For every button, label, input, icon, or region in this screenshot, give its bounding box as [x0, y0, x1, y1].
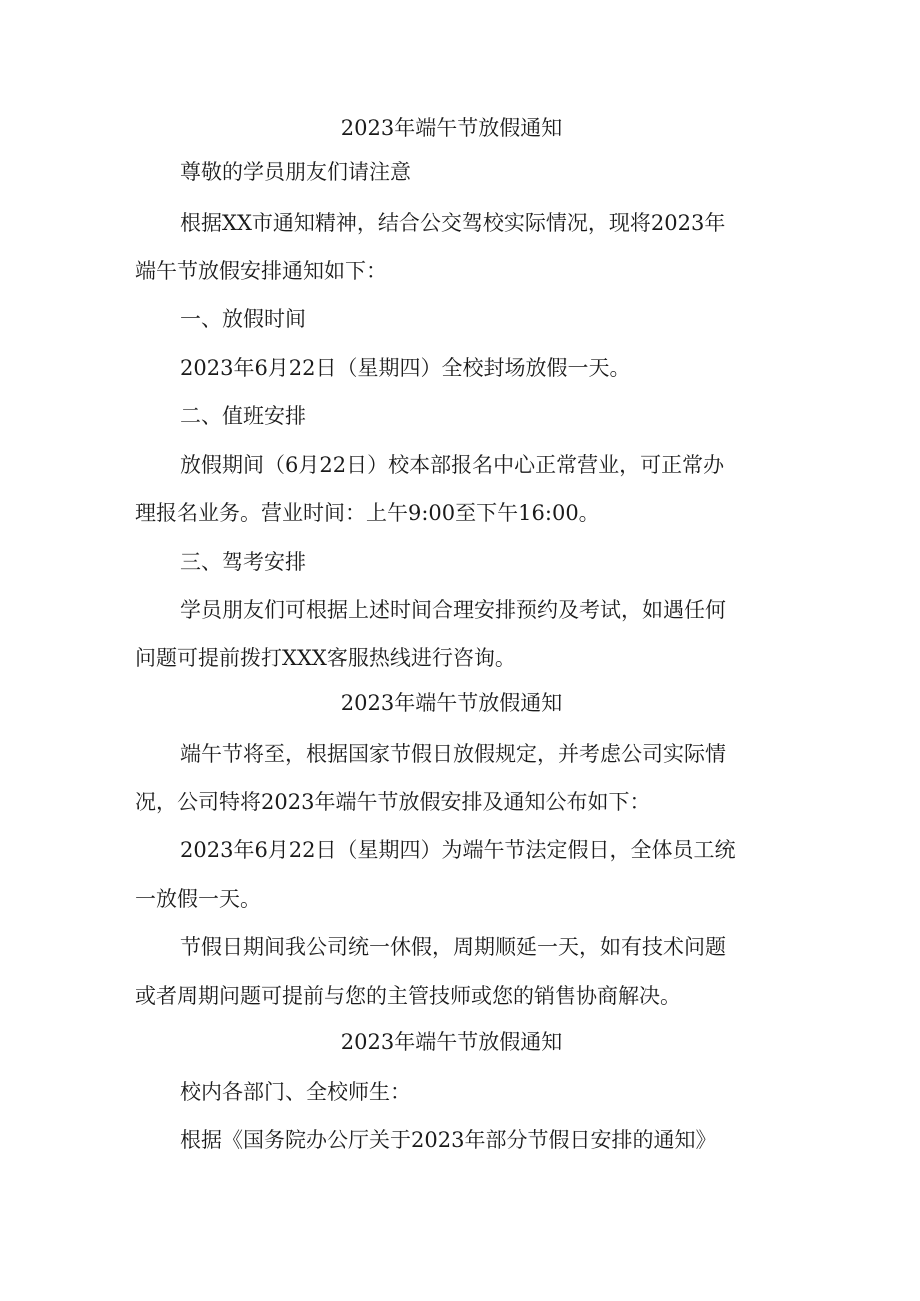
- notice-1-intro-line-2: 端午节放假安排通知如下：: [135, 259, 387, 283]
- notice-1-heading-1: 一、放假时间: [180, 307, 306, 331]
- notice-2-paragraph-3-line-1: 节假日期间我公司统一休假，周期顺延一天，如有技术问题: [180, 935, 726, 959]
- notice-3-title: 2023年端午节放假通知: [340, 1030, 563, 1054]
- notice-1-title: 2023年端午节放假通知: [340, 116, 563, 140]
- notice-2-paragraph-1-line-2: 况，公司特将2023年端午节放假安排及通知公布如下：: [135, 790, 651, 814]
- notice-1-heading-3: 三、驾考安排: [180, 550, 306, 574]
- notice-1-heading-2: 二、值班安排: [180, 404, 306, 428]
- notice-1-paragraph-2-line-1: 放假期间（6月22日）校本部报名中心正常营业，可正常办: [180, 453, 725, 477]
- notice-2-paragraph-1-line-1: 端午节将至，根据国家节假日放假规定，并考虑公司实际情: [180, 742, 726, 766]
- notice-2-paragraph-2-line-2: 一放假一天。: [135, 887, 261, 911]
- notice-1-paragraph-2-line-2: 理报名业务。营业时间：上午9:00至下午16:00。: [135, 501, 600, 525]
- notice-1-salutation: 尊敬的学员朋友们请注意: [180, 160, 411, 184]
- notice-2-paragraph-2-line-1: 2023年6月22日（星期四）为端午节法定假日，全体员工统: [180, 838, 736, 862]
- notice-1-paragraph-3-line-1: 学员朋友们可根据上述时间合理安排预约及考试，如遇任何: [180, 598, 726, 622]
- notice-2-title: 2023年端午节放假通知: [340, 691, 563, 715]
- notice-2-paragraph-3-line-2: 或者周期问题可提前与您的主管技师或您的销售协商解决。: [135, 984, 681, 1008]
- notice-1-paragraph-3-line-2: 问题可提前拨打XXX客服热线进行咨询。: [135, 646, 516, 670]
- notice-3-paragraph-1: 根据《国务院办公厅关于2023年部分节假日安排的通知》: [180, 1128, 717, 1152]
- notice-3-salutation: 校内各部门、全校师生：: [180, 1080, 411, 1104]
- notice-1-intro-line-1: 根据XX市通知精神，结合公交驾校实际情况，现将2023年: [180, 211, 726, 235]
- notice-1-paragraph-1: 2023年6月22日（星期四）全校封场放假一天。: [180, 356, 631, 380]
